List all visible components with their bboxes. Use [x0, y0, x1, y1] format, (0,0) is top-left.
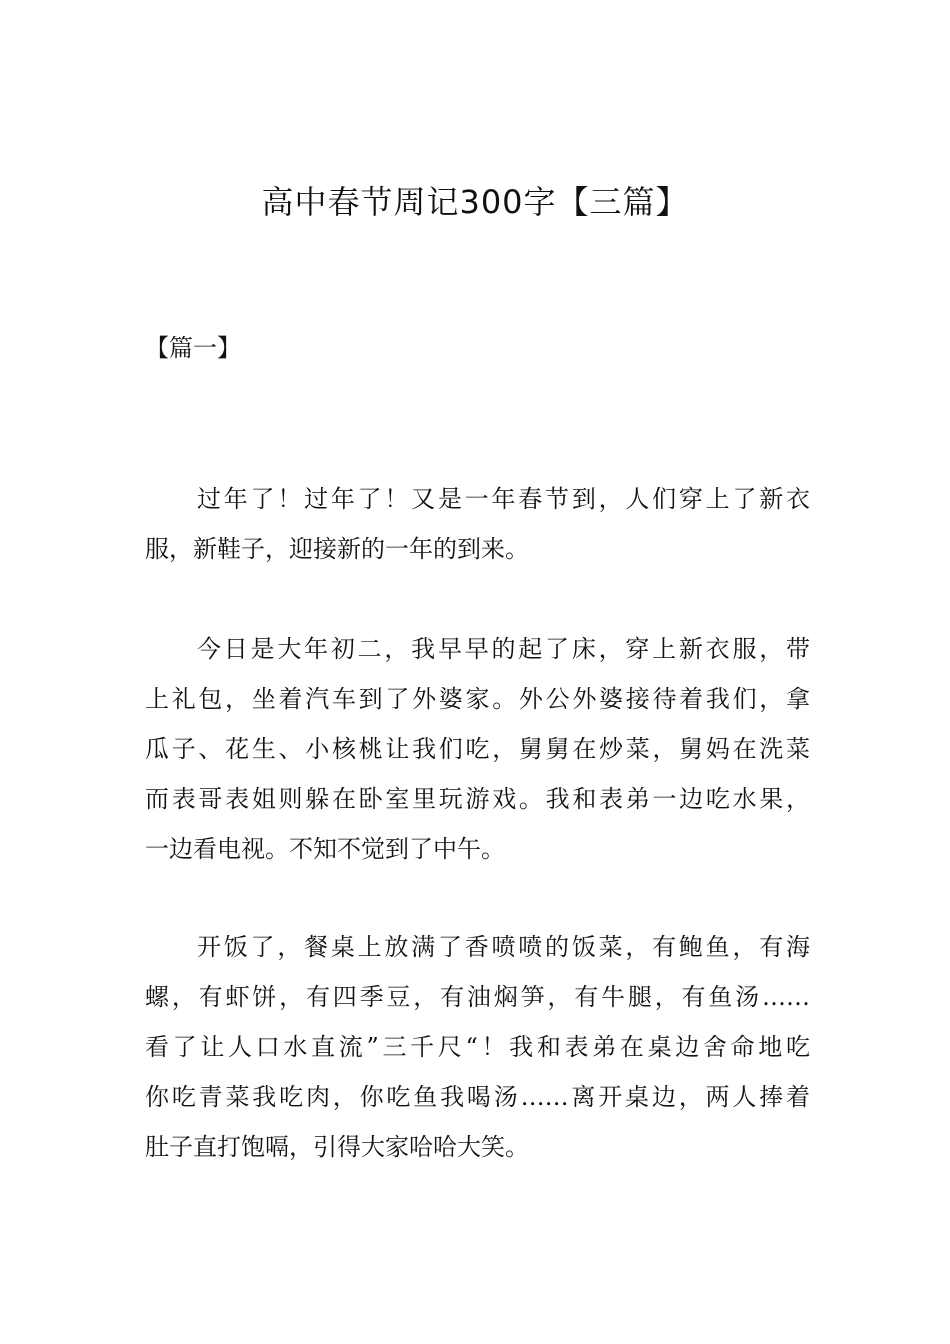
paragraph-2: [145, 624, 810, 874]
paragraph-3: [145, 922, 810, 1172]
document-title: 高中春节周记300字【三篇】: [261, 183, 689, 221]
paragraph-line: 服，新鞋子，迎接新的一年的到来。: [145, 535, 529, 563]
paragraph-line: 螺，有虾饼，有四季豆，有油焖笋，有牛腿，有鱼汤……: [145, 983, 810, 1011]
paragraph-line: 瓜子、花生、小核桃让我们吃，舅舅在炒菜，舅妈在洗菜: [145, 735, 810, 763]
paragraph-line: 开饭了，餐桌上放满了香喷喷的饭菜，有鲍鱼，有海: [197, 933, 810, 961]
paragraph-1: [145, 474, 810, 574]
paragraph-line: 看了让人口水直流”三千尺“！我和表弟在桌边舍命地吃: [145, 1033, 810, 1061]
paragraph-line: 而表哥表姐则躲在卧室里玩游戏。我和表弟一边吃水果，: [145, 785, 810, 813]
section-label: 【篇一】: [145, 334, 241, 362]
paragraph-line: 今日是大年初二，我早早的起了床，穿上新衣服，带: [197, 635, 810, 663]
paragraph-line: 你吃青菜我吃肉，你吃鱼我喝汤……离开桌边，两人捧着: [145, 1083, 810, 1111]
paragraph-line: 一边看电视。不知不觉到了中午。: [145, 835, 505, 863]
paragraph-line: 上礼包，坐着汽车到了外婆家。外公外婆接待着我们，拿: [145, 685, 810, 713]
paragraph-line: 肚子直打饱嗝，引得大家哈哈大笑。: [145, 1133, 529, 1161]
paragraph-line: 过年了！过年了！又是一年春节到，人们穿上了新衣: [197, 485, 810, 513]
